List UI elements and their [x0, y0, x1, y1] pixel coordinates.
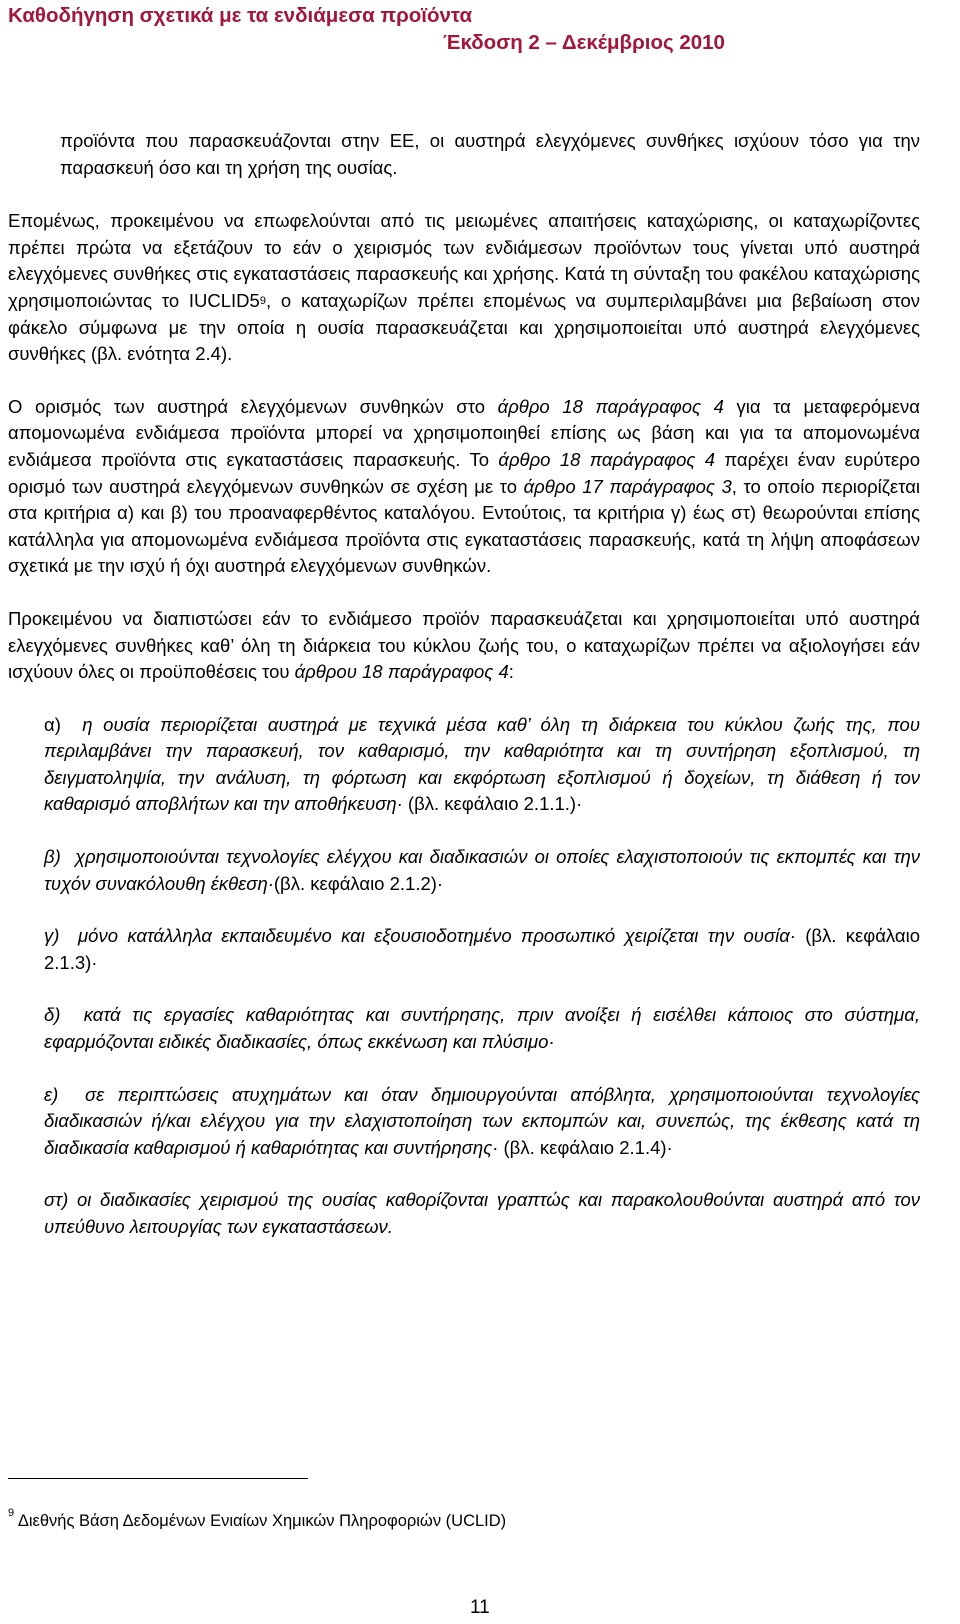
criterion-label: ε)	[44, 1083, 59, 1105]
article-reference: άρθρο 18 παράγραφος 4	[498, 448, 716, 470]
criterion-item	[8, 1082, 920, 1162]
criterion-text: η ουσία περιορίζεται αυστηρά με τεχνικά μέσα καθ’ όλη τη διάρκεια του κύκλου ζωής της, που περιλαμβάνει την παρασκευή, τον καθαρισμό, την καθαριότητα και τη συντήρηση εξοπλισμού, τη δειγματοληψία, την ανάλυση, τη φόρτωση και εκφόρτωση εξοπλισμού ή δοχείων, τη διάθεση ή τον καθαρισμό αποβλήτων και την αποθήκευση·	[44, 713, 920, 815]
criterion-label: στ)	[44, 1189, 69, 1211]
criterion-text: χρησιμοποιούνται τεχνολογίες ελέγχου και διαδικασιών οι οποίες ελαχιστοποιούν τις εκπομπές και την τυχόν συνακόλουθη έκθεση·	[44, 846, 921, 894]
footnote-number: 9	[8, 1507, 15, 1519]
criterion-item	[8, 1002, 920, 1055]
criterion-label: δ)	[44, 1004, 61, 1026]
criterion-text: οι διαδικασίες χειρισμού της ουσίας καθορίζονται γραπτώς και παρακολουθούνται αυστηρά από τον υπεύθυνο λειτουργίας των εγκαταστάσεων.	[44, 1189, 921, 1237]
paragraph-continuation: προϊόντα που παρασκευάζονται στην ΕΕ, οι αυστηρά ελεγχόμενες συνθήκες ισχύουν τόσο για την παρασκευή όσο και τη χρήση της ουσίας.	[60, 130, 920, 178]
chapter-reference: (βλ. κεφάλαιο 2.1.3)·	[44, 925, 920, 973]
criterion-text: μόνο κατάλληλα εκπαιδευμένο και εξουσιοδοτημένο προσωπικό χειρίζεται την ουσία·	[78, 925, 796, 947]
criterion-label: γ)	[44, 925, 60, 947]
paragraph-text: Επομένως, προκειμένου να επωφελούνται από τις μειωμένες απαιτήσεις καταχώρισης, οι καταχωρίζοντες πρέπει πρώτα να εξετάζουν το εάν ο χειρισμός των ενδιάμεσων προϊόντων τους γίνεται υπό αυστηρά ελεγχόμενες συνθήκες στις εγκαταστάσεις παρασκευής και χρήσης. Κατά τη σύνταξη του φακέλου καταχώρισης χρησιμοποιώντας το IUCLID5	[8, 210, 920, 311]
document-edition: Έκδοση 2 – Δεκέμβριος 2010	[443, 31, 725, 54]
paragraph-assessment	[8, 606, 920, 686]
paragraph-text: Ο ορισμός των αυστηρά ελεγχόμενων συνθηκών στο	[8, 395, 498, 417]
paragraph-text: , το οποίο περιορίζεται στα κριτήρια α) και β) του προαναφερθέντος καταλόγου. Εντούτοις, τα κριτήρια γ) έως στ) θεωρούνται επίσης κατάλληλα για απομονωμένα ενδιάμεσα προϊόντα στις εγκαταστάσεις παρασκευής, κατά τη λήψη αποφάσεων σχετικά με την ισχύ ή όχι αυστηρά ελεγχόμενων συνθηκών.	[8, 475, 921, 577]
criterion-item	[8, 844, 920, 897]
paragraph-text: Προκειμένου να διαπιστώσει εάν το ενδιάμεσο προϊόν παρασκευάζεται και χρησιμοποιείται υπό αυστηρά ελεγχόμενες συνθήκες καθ’ όλη τη διάρκεια του κύκλου ζωής του, ο καταχωρίζων πρέπει να αξιολογήσει εάν ισχύουν όλες οι προϋποθέσεις του	[8, 607, 920, 683]
paragraph-text: , ο καταχωρίζων πρέπει επομένως να συμπεριλαμβάνει μια βεβαίωση στον φάκελο σύμφωνα με την οποία η ουσία παρασκευάζεται και χρησιμοποιείται υπό αυστηρά ελεγχόμενες συνθήκες (βλ. ενότητα 2.4).	[8, 289, 920, 365]
footnote	[8, 1507, 507, 1532]
chapter-reference: (βλ. κεφάλαιο 2.1.1.)·	[402, 793, 583, 815]
criterion-item	[8, 1187, 920, 1240]
chapter-reference: (βλ. κεφάλαιο 2.1.4)·	[498, 1136, 673, 1158]
page-number: 11	[470, 1597, 490, 1618]
criterion-text: κατά τις εργασίες καθαριότητας και συντήρησης, πριν ανοίξει ή εισέλθει κάποιος στο σύστημα, εφαρμόζονται ειδικές διαδικασίες, όπως εκκένωση και πλύσιμο·	[44, 1004, 920, 1053]
criterion-item	[8, 923, 920, 976]
criterion-label: α)	[44, 713, 61, 735]
paragraph-text: για τα μεταφερόμενα απομονωμένα ενδιάμεσα προϊόντα μπορεί να χρησιμοποιηθεί επίσης ως βάση και για τα απομονωμένα ενδιάμεσα προϊόντα στις εγκαταστάσεις παρασκευής. Το	[8, 395, 921, 470]
footnote-separator	[8, 1478, 308, 1479]
article-reference: άρθρου 18 παράγραφος 4	[294, 661, 509, 683]
paragraph-text: :	[508, 661, 514, 683]
article-reference: άρθρο 17 παράγραφος 3	[523, 475, 732, 497]
criterion-label: β)	[44, 846, 61, 868]
page-body	[8, 128, 920, 1241]
article-reference: άρθρο 18 παράγραφος 4	[497, 395, 724, 417]
footnote-text: Διεθνής Βάση Δεδομένων Ενιαίων Χημικών Πληροφοριών (UCLID)	[17, 1512, 507, 1530]
paragraph-registration	[8, 208, 920, 368]
criterion-text: σε περιπτώσεις ατυχημάτων και όταν δημιουργούνται απόβλητα, χρησιμοποιούνται τεχνολογίες διαδικασιών ή/και ελέγχου για την ελαχιστοποίηση των εκπομπών και, συνεπώς, της έκθεσης κατά τη διαδικασία καθαρισμού ή καθαριότητας και συντήρησης·	[44, 1083, 920, 1158]
paragraph-definition	[8, 394, 920, 580]
criteria-list	[8, 712, 920, 1241]
document-title: Καθοδήγηση σχετικά με τα ενδιάμεσα προϊόντα	[8, 4, 473, 27]
chapter-reference: (βλ. κεφάλαιο 2.1.2)·	[273, 872, 444, 894]
footnote-reference[interactable]: 9	[259, 294, 266, 307]
criterion-item	[8, 712, 920, 818]
paragraph-text: παρέχει έναν ευρύτερο ορισμό των αυστηρά ελεγχόμενων συνθηκών σε σχέση με το	[8, 448, 920, 497]
